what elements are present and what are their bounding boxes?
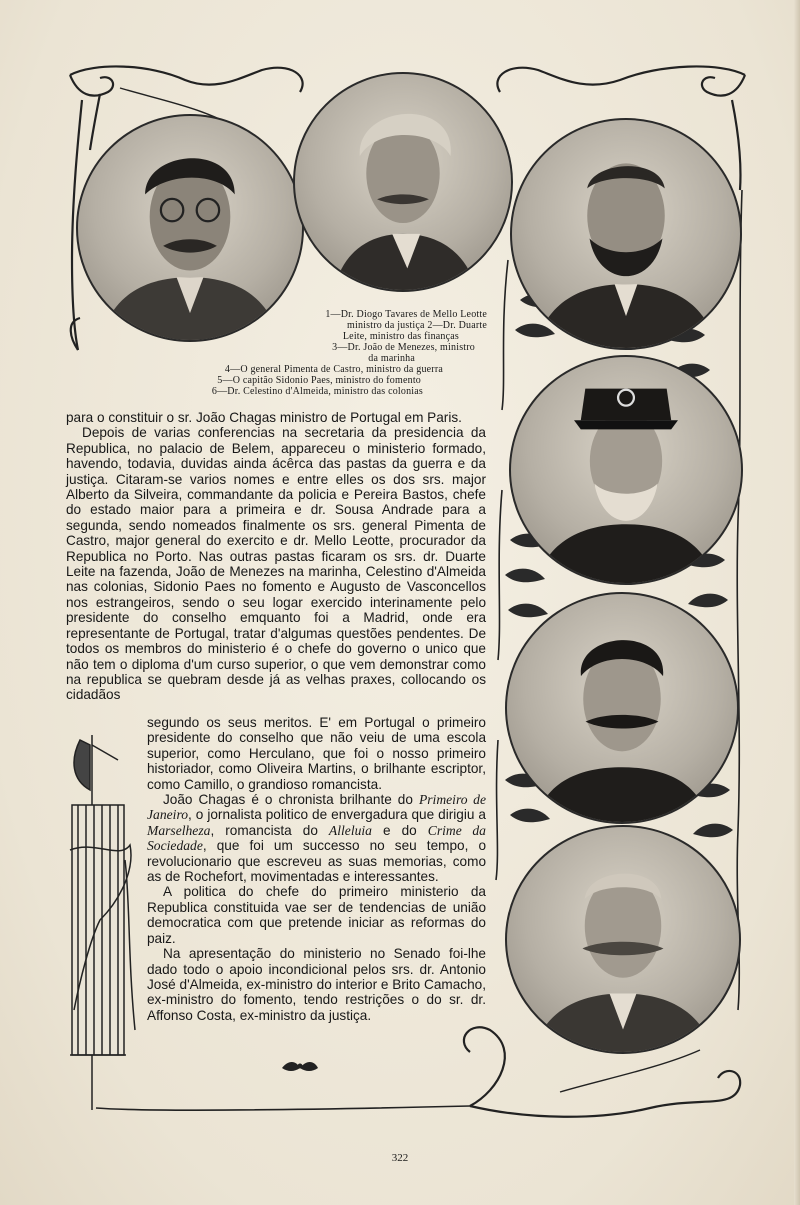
officer-portrait-icon [511,357,741,583]
portraits-caption [150,309,495,397]
officer-portrait-icon [507,594,737,822]
fasces-emblem [70,735,135,1110]
portrait-pimenta-castro [509,355,743,585]
article-paragraph: segundo os seus meritos. E' em Portugal o primeiro presidente do conselho que não veiu de uma escola superior, como Herculano, que foi o nosso primeiro historiador, como Oliveira Martins, o brilhante escriptor, como Camillo, o grandioso romancista. [147,715,486,792]
caption-line: Leite, ministro das finanças [342,331,459,342]
portrait-celestino-almeida [505,825,741,1054]
portrait-diogo-leotte [76,114,304,342]
caption-line: 1—Dr. Diogo Tavares de Mello Leotte [325,309,487,320]
caption-line: 5—O capitão Sidonio Paes, ministro do fomento [217,375,421,386]
article-paragraph: João Chagas é o chronista brilhante do Primeiro de Janeiro, o jornalista politico de envergadura que dirigiu a Marselheza, romancista do Alleluia e do Crime da Sociedade, que foi um successo no seu tempo, o revolucionario que escreveu as suas memorias, como as de Rochefort, movimentadas e interessantes. [147,792,486,885]
caption-line: 6—Dr. Celestino d'Almeida, ministro das colonias [211,386,423,397]
book-title: Crime da Sociedade [147,822,486,854]
article-paragraph: Na apresentação do ministerio no Senado foi-lhe dado todo o apoio incondicional pelos srs. dr. Antonio José d'Almeida, ex-ministro do interior e Brito Camacho, ex-ministro do fomento, tendo restrições o do sr. dr. Affonso Costa, ex-ministro da justiça. [147,946,486,1023]
caption-line: ministro da justiça 2—Dr. Duarte [347,320,487,331]
text-end-ornament [282,1062,318,1071]
man-portrait-icon [512,120,740,348]
caption-line: da marinha [368,353,415,364]
book-title: Alleluia [328,822,372,838]
caption-line: 3—Dr. João de Menezes, ministro [332,342,475,353]
publication-title: Marselheza [147,822,211,838]
publication-title: Primeiro de Janeiro [147,792,486,823]
page-number: 322 [391,1152,409,1164]
article-paragraph: Depois de varias conferencias na secretaria da presidencia da Republica, no palacio de Belem, appareceu o ministerio formado, havendo, todavia, duvidas ainda ácêrca das pastas da guerra e da justiça. Citaram-se varios nomes e entre elles os dos srs. major Alberto da Silveira, commandante da policia e Pereira Bastos, chefe do estado maior para a primeira e dr. Sousa Andrade para a segunda, sendo nomeados finalmente os srs. general Pimenta de Castro, major general do exercito e dr. Mello Leotte, procurador da Republica no Porto. Nas outras pastas ficaram os srs. dr. Duarte Leite na fazenda, João de Menezes na marinha, Celestino d'Almeida nas colonias, Sidonio Paes no fomento e Augusto de Vasconcellos nos estrangeiros, sendo o seu logar exercido interinamente pelo presidente do conselho emquanto foi a Madrid, onde era representante de Portugal, tratar d'algumas questões pendentes. De todos os membros do ministerio é o chefe do governo o unico que não tem o diploma d'um curso superior, o que vem demonstrar como na republica se quebram desde já as velhas praxes, collocando os cidadãos [66,425,486,703]
portrait-duarte-leite [293,72,513,292]
caption-line: 4—O general Pimenta de Castro, ministro da guerra [224,364,443,375]
portrait-sidonio-paes [505,592,739,824]
portrait-joao-menezes [510,118,742,350]
article-paragraph: A politica do chefe do primeiro ministerio da Republica constituida vae ser de tendencias de união democratica com que pretende iniciar as reformas do paiz. [147,884,486,946]
article-body-upper [66,410,486,703]
man-portrait-icon [295,74,511,290]
article-body-lower [147,715,486,1023]
man-portrait-icon [78,116,302,340]
article-paragraph: para o constituir o sr. João Chagas ministro de Portugal em Paris. [66,410,462,425]
man-portrait-icon [507,827,739,1052]
